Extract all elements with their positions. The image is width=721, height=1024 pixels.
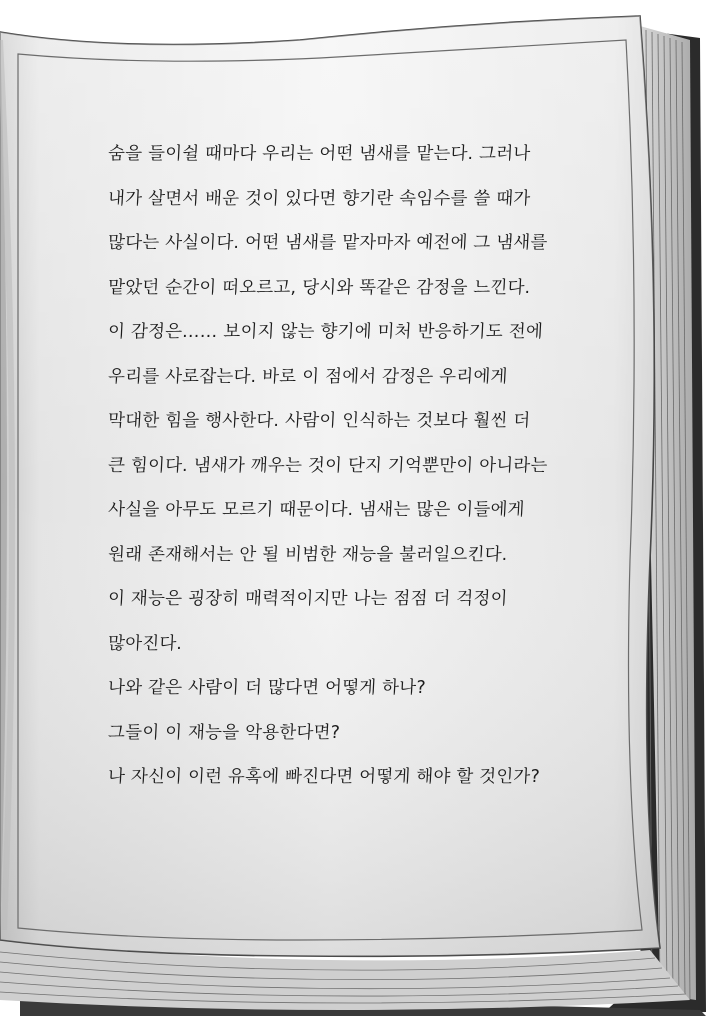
- text-line: 맡았던 순간이 떠오르고, 당시와 똑같은 감정을 느낀다.: [107, 277, 531, 298]
- text-line: 이 감정은…… 보이지 않는 향기에 미처 반응하기도 전에: [107, 322, 544, 342]
- text-line: 많다는 사실이다. 어떤 냄새를 맡자마자 예전에 그 냄새를: [107, 233, 549, 253]
- text-line: 큰 힘이다. 냄새가 깨우는 것이 단지 기억뿐만이 아니라는: [107, 455, 549, 476]
- text-line: 이 재능은 굉장히 매력적이지만 나는 점점 더 걱정이: [107, 589, 509, 609]
- text-line: 그들이 이 재능을 악용한다면?: [107, 722, 341, 743]
- text-line: 나 자신이 이런 유혹에 빠진다면 어떻게 해야 할 것인가?: [107, 767, 541, 787]
- text-line: 내가 살면서 배운 것이 있다면 향기란 속임수를 쓸 때가: [107, 188, 531, 209]
- text-line: 많아진다.: [107, 633, 183, 654]
- text-line: 나와 같은 사람이 더 많다면 어떻게 하나?: [107, 678, 427, 698]
- text-line: 사실을 아무도 모르기 때문이다. 냄새는 많은 이들에게: [107, 500, 526, 520]
- text-line: 원래 존재해서는 안 될 비범한 재능을 불러일으킨다.: [107, 544, 509, 565]
- text-line: 막대한 힘을 행사한다. 사람이 인식하는 것보다 훨씬 더: [107, 411, 531, 431]
- text-line: 우리를 사로잡는다. 바로 이 점에서 감정은 우리에게: [107, 366, 509, 387]
- page-text: [108, 132, 608, 800]
- text-line: 숨을 들이쉴 때마다 우리는 어떤 냄새를 맡는다. 그러나: [107, 144, 531, 164]
